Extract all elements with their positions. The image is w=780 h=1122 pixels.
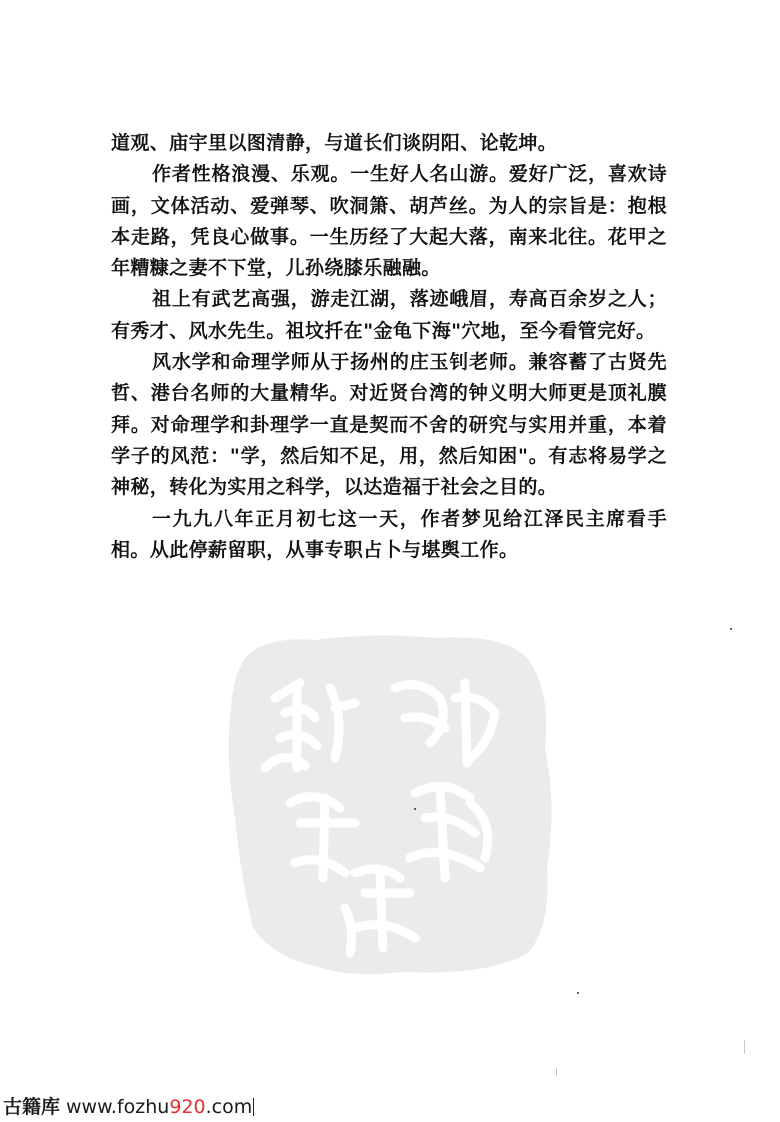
paragraph-2: 作者性格浪漫、乐观。一生好人名山游。爱好广泛，喜欢诗画，文体活动、爱弹琴、吹洞箫、胡芦丝。为人的宗旨是：抱根本走路，凭良心做事。一生历经了大起大落，南来北往。花甲之年糟糠之妻不下堂，儿孙绕膝乐融融。 xyxy=(111,163,667,280)
body-text xyxy=(111,128,667,566)
paragraph-3: 祖上有武艺高强，游走江湖，落迹峨眉，寿高百余岁之人；有秀才、风水先生。祖坟扦在"金龟下海"穴地，至今看管完好。 xyxy=(111,288,667,342)
scan-speck xyxy=(730,628,732,630)
scan-speck xyxy=(577,992,579,994)
paragraph-1: 道观、庙宇里以图清静，与道长们谈阴阳、论乾坤。 xyxy=(111,132,558,154)
scan-speck xyxy=(414,808,416,810)
scan-edge-mark xyxy=(556,1068,557,1076)
watermark-url: www.fozhu920.com xyxy=(66,1096,253,1118)
paragraph-5: 一九九八年正月初七这一天，作者梦见给江泽民主席看手相。从此停薪留职，从事专职占卜与堪舆工作。 xyxy=(111,507,667,561)
watermark-name: 古籍库 xyxy=(3,1096,61,1118)
scan-edge-mark xyxy=(744,1040,745,1054)
watermark-footer xyxy=(3,1092,254,1119)
paragraph-4: 风水学和命理学师从于扬州的庄玉钊老师。兼容蓄了古贤先哲、港台名师的大量精华。对近贤台湾的钟义明大师更是顶礼膜拜。对命理学和卦理学一直是契而不舍的研究与实用并重，本着学子的风范："学，然后知不足，用，然后知困"。有志将易学之神秘，转化为实用之科学，以达造福于社会之目的。 xyxy=(111,351,667,499)
watermark-divider xyxy=(253,1098,254,1116)
seal-stamp-image xyxy=(205,628,565,978)
